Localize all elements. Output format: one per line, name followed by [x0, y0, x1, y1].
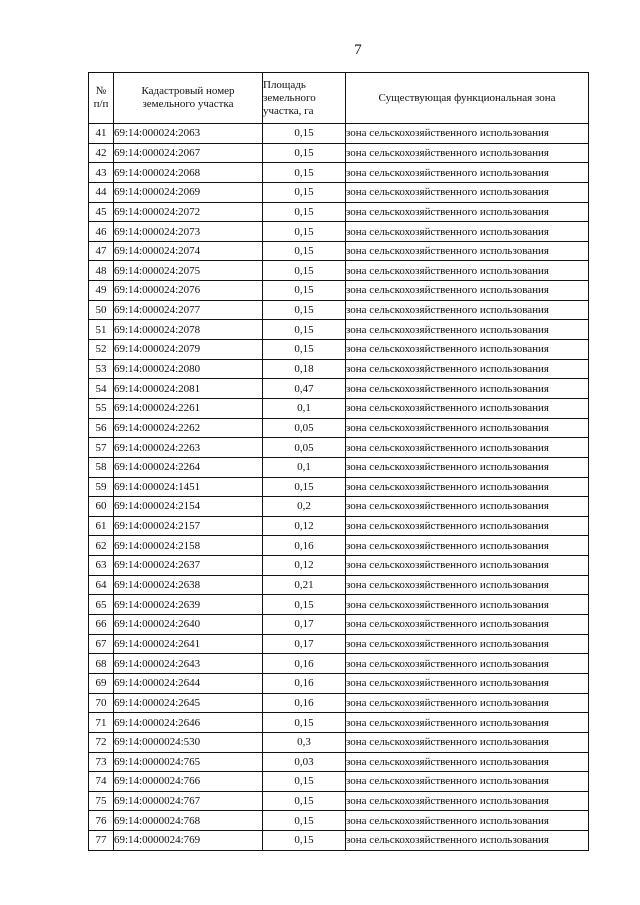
area-cell: 0,15: [263, 300, 346, 320]
row-number-cell: 51: [89, 320, 114, 340]
functional-zone-cell: зона сельскохозяйственного использования: [346, 615, 589, 635]
cadastral-number-cell: 69:14:000024:2638: [114, 575, 263, 595]
row-number-cell: 68: [89, 654, 114, 674]
table-row: [89, 634, 589, 654]
land-plots-table: [88, 72, 589, 851]
cadastral-number-cell: 69:14:000024:2263: [114, 438, 263, 458]
area-cell: 0,15: [263, 261, 346, 281]
functional-zone-cell: зона сельскохозяйственного использования: [346, 340, 589, 360]
row-number-cell: 76: [89, 811, 114, 831]
cadastral-number-cell: 69:14:000024:2640: [114, 615, 263, 635]
area-cell: 0,15: [263, 772, 346, 792]
functional-zone-cell: зона сельскохозяйственного использования: [346, 300, 589, 320]
row-number-cell: 66: [89, 615, 114, 635]
area-cell: 0,17: [263, 615, 346, 635]
functional-zone-cell: зона сельскохозяйственного использования: [346, 693, 589, 713]
cadastral-number-cell: 69:14:000024:2081: [114, 379, 263, 399]
cadastral-number-cell: 69:14:000024:2639: [114, 595, 263, 615]
functional-zone-cell: зона сельскохозяйственного использования: [346, 281, 589, 301]
area-cell: 0,15: [263, 320, 346, 340]
row-number-cell: 55: [89, 398, 114, 418]
table-row: [89, 477, 589, 497]
row-number-cell: 65: [89, 595, 114, 615]
row-number-cell: 45: [89, 202, 114, 222]
table-row: [89, 811, 589, 831]
area-cell: 0,18: [263, 359, 346, 379]
functional-zone-cell: зона сельскохозяйственного использования: [346, 556, 589, 576]
row-number-cell: 46: [89, 222, 114, 242]
area-cell: 0,16: [263, 654, 346, 674]
row-number-cell: 50: [89, 300, 114, 320]
row-number-cell: 57: [89, 438, 114, 458]
table-row: [89, 693, 589, 713]
cadastral-number-cell: 69:14:000024:2646: [114, 713, 263, 733]
functional-zone-cell: зона сельскохозяйственного использования: [346, 595, 589, 615]
area-cell: 0,47: [263, 379, 346, 399]
cadastral-number-cell: 69:14:000024:1451: [114, 477, 263, 497]
functional-zone-cell: зона сельскохозяйственного использования: [346, 163, 589, 183]
table-row: [89, 418, 589, 438]
row-number-cell: 52: [89, 340, 114, 360]
row-number-cell: 56: [89, 418, 114, 438]
header-cadastral-line: земельного участка: [142, 98, 234, 110]
functional-zone-cell: зона сельскохозяйственного использования: [346, 457, 589, 477]
table-row: [89, 340, 589, 360]
area-cell: 0,15: [263, 281, 346, 301]
row-number-cell: 47: [89, 241, 114, 261]
area-cell: 0,15: [263, 791, 346, 811]
area-cell: 0,15: [263, 713, 346, 733]
area-cell: 0,15: [263, 163, 346, 183]
functional-zone-cell: зона сельскохозяйственного использования: [346, 732, 589, 752]
row-number-cell: 61: [89, 516, 114, 536]
cadastral-number-cell: 69:14:000024:2637: [114, 556, 263, 576]
functional-zone-cell: зона сельскохозяйственного использования: [346, 438, 589, 458]
functional-zone-cell: зона сельскохозяйственного использования: [346, 516, 589, 536]
table-row: [89, 595, 589, 615]
functional-zone-cell: зона сельскохозяйственного использования: [346, 772, 589, 792]
row-number-cell: 71: [89, 713, 114, 733]
table-row: [89, 163, 589, 183]
area-cell: 0,15: [263, 831, 346, 851]
cadastral-number-cell: 69:14:000024:2154: [114, 497, 263, 517]
table-row: [89, 654, 589, 674]
table-row: [89, 791, 589, 811]
table-row: [89, 536, 589, 556]
cadastral-number-cell: 69:14:000024:2073: [114, 222, 263, 242]
functional-zone-cell: зона сельскохозяйственного использования: [346, 811, 589, 831]
area-cell: 0,12: [263, 556, 346, 576]
table-header-row: [89, 73, 589, 124]
area-cell: 0,05: [263, 418, 346, 438]
header-cadastral-line: Кадастровый номер: [141, 85, 235, 97]
area-cell: 0,15: [263, 340, 346, 360]
area-cell: 0,21: [263, 575, 346, 595]
cadastral-number-cell: 69:14:000024:2063: [114, 124, 263, 144]
cadastral-number-cell: 69:14:000024:2641: [114, 634, 263, 654]
row-number-cell: 54: [89, 379, 114, 399]
table-row: [89, 281, 589, 301]
area-cell: 0,12: [263, 516, 346, 536]
table-row: [89, 182, 589, 202]
functional-zone-cell: зона сельскохозяйственного использования: [346, 477, 589, 497]
functional-zone-cell: зона сельскохозяйственного использования: [346, 654, 589, 674]
cadastral-number-cell: 69:14:000024:2079: [114, 340, 263, 360]
cadastral-number-cell: 69:14:0000024:767: [114, 791, 263, 811]
functional-zone-cell: зона сельскохозяйственного использования: [346, 418, 589, 438]
row-number-cell: 70: [89, 693, 114, 713]
cadastral-number-cell: 69:14:000024:2643: [114, 654, 263, 674]
row-number-cell: 77: [89, 831, 114, 851]
row-number-cell: 49: [89, 281, 114, 301]
functional-zone-cell: зона сельскохозяйственного использования: [346, 261, 589, 281]
functional-zone-cell: зона сельскохозяйственного использования: [346, 673, 589, 693]
area-cell: 0,1: [263, 398, 346, 418]
cadastral-number-cell: 69:14:000024:2645: [114, 693, 263, 713]
header-number-line: п/п: [93, 98, 109, 110]
area-cell: 0,03: [263, 752, 346, 772]
functional-zone-cell: зона сельскохозяйственного использования: [346, 202, 589, 222]
functional-zone-cell: зона сельскохозяйственного использования: [346, 241, 589, 261]
functional-zone-cell: зона сельскохозяйственного использования: [346, 752, 589, 772]
row-number-cell: 69: [89, 673, 114, 693]
area-cell: 0,16: [263, 536, 346, 556]
row-number-cell: 67: [89, 634, 114, 654]
table-row: [89, 202, 589, 222]
cadastral-number-cell: 69:14:000024:2644: [114, 673, 263, 693]
table-row: [89, 457, 589, 477]
table-row: [89, 143, 589, 163]
cadastral-number-cell: 69:14:000024:2158: [114, 536, 263, 556]
table-row: [89, 261, 589, 281]
header-functional-zone: [346, 73, 589, 124]
area-cell: 0,15: [263, 182, 346, 202]
functional-zone-cell: зона сельскохозяйственного использования: [346, 379, 589, 399]
header-area: [263, 73, 346, 124]
area-cell: 0,16: [263, 673, 346, 693]
row-number-cell: 72: [89, 732, 114, 752]
header-area-line: земельного: [263, 91, 316, 104]
row-number-cell: 53: [89, 359, 114, 379]
cadastral-number-cell: 69:14:000024:2067: [114, 143, 263, 163]
cadastral-number-cell: 69:14:000024:2157: [114, 516, 263, 536]
cadastral-number-cell: 69:14:000024:2261: [114, 398, 263, 418]
area-cell: 0,15: [263, 477, 346, 497]
row-number-cell: 42: [89, 143, 114, 163]
table-row: [89, 438, 589, 458]
cadastral-number-cell: 69:14:000024:2078: [114, 320, 263, 340]
row-number-cell: 41: [89, 124, 114, 144]
functional-zone-cell: зона сельскохозяйственного использования: [346, 398, 589, 418]
cadastral-number-cell: 69:14:000024:2262: [114, 418, 263, 438]
header-area-line: Площадь: [263, 78, 306, 91]
functional-zone-cell: зона сельскохозяйственного использования: [346, 222, 589, 242]
table-row: [89, 124, 589, 144]
functional-zone-cell: зона сельскохозяйственного использования: [346, 536, 589, 556]
functional-zone-cell: зона сельскохозяйственного использования: [346, 497, 589, 517]
cadastral-number-cell: 69:14:0000024:768: [114, 811, 263, 831]
row-number-cell: 63: [89, 556, 114, 576]
row-number-cell: 74: [89, 772, 114, 792]
row-number-cell: 43: [89, 163, 114, 183]
cadastral-number-cell: 69:14:0000024:765: [114, 752, 263, 772]
row-number-cell: 59: [89, 477, 114, 497]
table-row: [89, 398, 589, 418]
header-area-line: участка, га: [263, 104, 314, 117]
area-cell: 0,1: [263, 457, 346, 477]
cadastral-number-cell: 69:14:000024:2264: [114, 457, 263, 477]
table-row: [89, 575, 589, 595]
table-row: [89, 497, 589, 517]
table-row: [89, 222, 589, 242]
functional-zone-cell: зона сельскохозяйственного использования: [346, 320, 589, 340]
area-cell: 0,15: [263, 124, 346, 144]
area-cell: 0,15: [263, 143, 346, 163]
area-cell: 0,16: [263, 693, 346, 713]
cadastral-number-cell: 69:14:000024:2069: [114, 182, 263, 202]
functional-zone-cell: зона сельскохозяйственного использования: [346, 182, 589, 202]
functional-zone-cell: зона сельскохозяйственного использования: [346, 124, 589, 144]
functional-zone-cell: зона сельскохозяйственного использования: [346, 575, 589, 595]
cadastral-number-cell: 69:14:000024:2072: [114, 202, 263, 222]
cadastral-number-cell: 69:14:000024:2075: [114, 261, 263, 281]
row-number-cell: 48: [89, 261, 114, 281]
cadastral-number-cell: 69:14:000024:2068: [114, 163, 263, 183]
table-row: [89, 831, 589, 851]
cadastral-number-cell: 69:14:0000024:530: [114, 732, 263, 752]
area-cell: 0,15: [263, 595, 346, 615]
header-cadastral-number: [114, 73, 263, 124]
area-cell: 0,15: [263, 811, 346, 831]
table-row: [89, 752, 589, 772]
functional-zone-cell: зона сельскохозяйственного использования: [346, 143, 589, 163]
functional-zone-cell: зона сельскохозяйственного использования: [346, 831, 589, 851]
cadastral-number-cell: 69:14:0000024:769: [114, 831, 263, 851]
table-row: [89, 241, 589, 261]
cadastral-number-cell: 69:14:0000024:766: [114, 772, 263, 792]
table-row: [89, 320, 589, 340]
functional-zone-cell: зона сельскохозяйственного использования: [346, 359, 589, 379]
table-row: [89, 300, 589, 320]
header-number-line: №: [95, 85, 107, 97]
area-cell: 0,05: [263, 438, 346, 458]
row-number-cell: 73: [89, 752, 114, 772]
row-number-cell: 62: [89, 536, 114, 556]
table-row: [89, 615, 589, 635]
header-zone-line: Существующая функциональная зона: [378, 91, 556, 104]
table-body: [89, 124, 589, 851]
area-cell: 0,15: [263, 222, 346, 242]
table-row: [89, 516, 589, 536]
table-row: [89, 772, 589, 792]
row-number-cell: 64: [89, 575, 114, 595]
table-row: [89, 359, 589, 379]
area-cell: 0,17: [263, 634, 346, 654]
table-row: [89, 556, 589, 576]
cadastral-number-cell: 69:14:000024:2074: [114, 241, 263, 261]
functional-zone-cell: зона сельскохозяйственного использования: [346, 634, 589, 654]
cadastral-number-cell: 69:14:000024:2076: [114, 281, 263, 301]
header-number: [89, 73, 114, 124]
table-row: [89, 732, 589, 752]
functional-zone-cell: зона сельскохозяйственного использования: [346, 713, 589, 733]
area-cell: 0,15: [263, 241, 346, 261]
area-cell: 0,15: [263, 202, 346, 222]
cadastral-number-cell: 69:14:000024:2077: [114, 300, 263, 320]
row-number-cell: 75: [89, 791, 114, 811]
table-row: [89, 713, 589, 733]
functional-zone-cell: зона сельскохозяйственного использования: [346, 791, 589, 811]
cadastral-number-cell: 69:14:000024:2080: [114, 359, 263, 379]
row-number-cell: 58: [89, 457, 114, 477]
area-cell: 0,2: [263, 497, 346, 517]
table-row: [89, 379, 589, 399]
row-number-cell: 44: [89, 182, 114, 202]
row-number-cell: 60: [89, 497, 114, 517]
area-cell: 0,3: [263, 732, 346, 752]
table-row: [89, 673, 589, 693]
page-number: 7: [354, 42, 362, 58]
